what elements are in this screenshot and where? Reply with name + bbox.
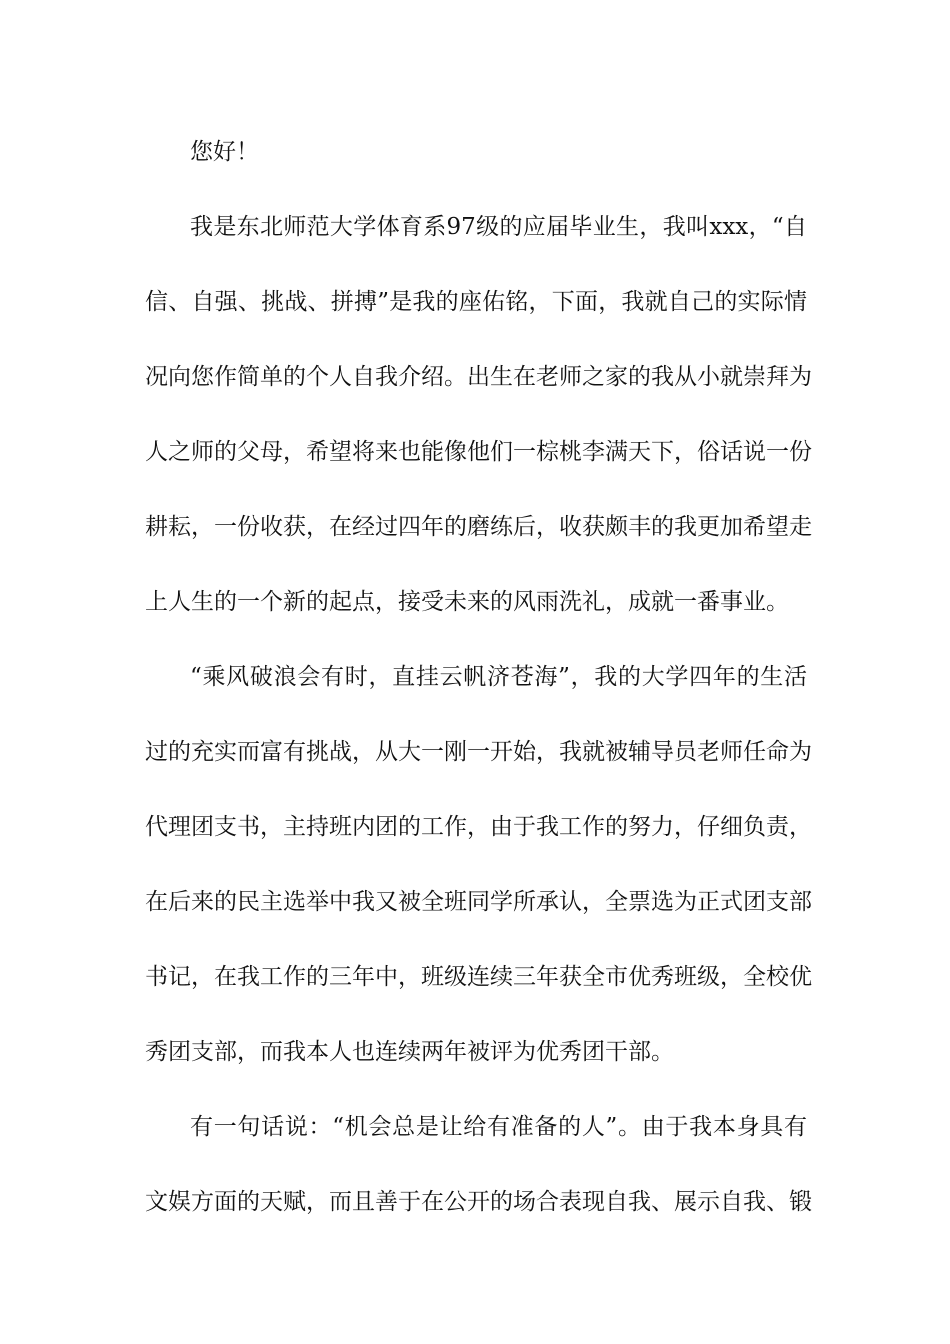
paragraph-1-line-5: 耕耘，一份收获，在经过四年的磨练后，收获颇丰的我更加希望走 bbox=[145, 514, 812, 540]
greeting-line: 您好！ bbox=[190, 139, 259, 165]
paragraph-1-line-3: 况向您作简单的个人自我介绍。出生在老师之家的我从小就崇拜为 bbox=[145, 364, 812, 390]
paragraph-2-line-3: 代理团支书，主持班内团的工作，由于我工作的努力，仔细负责， bbox=[145, 814, 812, 840]
paragraph-1-line-4: 人之师的父母，希望将来也能像他们一棕桃李满天下，俗话说一份 bbox=[145, 439, 812, 465]
paragraph-2-line-5: 书记，在我工作的三年中，班级连续三年获全市优秀班级，全校优 bbox=[145, 964, 812, 990]
paragraph-2-line-6: 秀团支部，而我本人也连续两年被评为优秀团干部。 bbox=[145, 1039, 674, 1065]
paragraph-2-line-2: 过的充实而富有挑战，从大一刚一开始，我就被辅导员老师任命为 bbox=[145, 739, 812, 765]
paragraph-1-line-1: 我是东北师范大学体育系97级的应届毕业生，我叫xxx，“自 bbox=[190, 214, 807, 240]
paragraph-2-line-1: “乘风破浪会有时，直挂云帆济苍海”，我的大学四年的生活 bbox=[190, 664, 807, 690]
paragraph-3-line-2: 文娱方面的天赋，而且善于在公开的场合表现自我、展示自我、锻 bbox=[145, 1189, 812, 1215]
paragraph-1-line-2: 信、自强、挑战、拼搏”是我的座佑铭，下面，我就自己的实际情 bbox=[145, 289, 807, 315]
paragraph-2-line-4: 在后来的民主选举中我又被全班同学所承认，全票选为正式团支部 bbox=[145, 889, 812, 915]
paragraph-1-line-6: 上人生的一个新的起点，接受未来的风雨洗礼，成就一番事业。 bbox=[145, 589, 789, 615]
paragraph-3-line-1: 有一句话说：“机会总是让给有准备的人”。由于我本身具有 bbox=[190, 1114, 807, 1140]
